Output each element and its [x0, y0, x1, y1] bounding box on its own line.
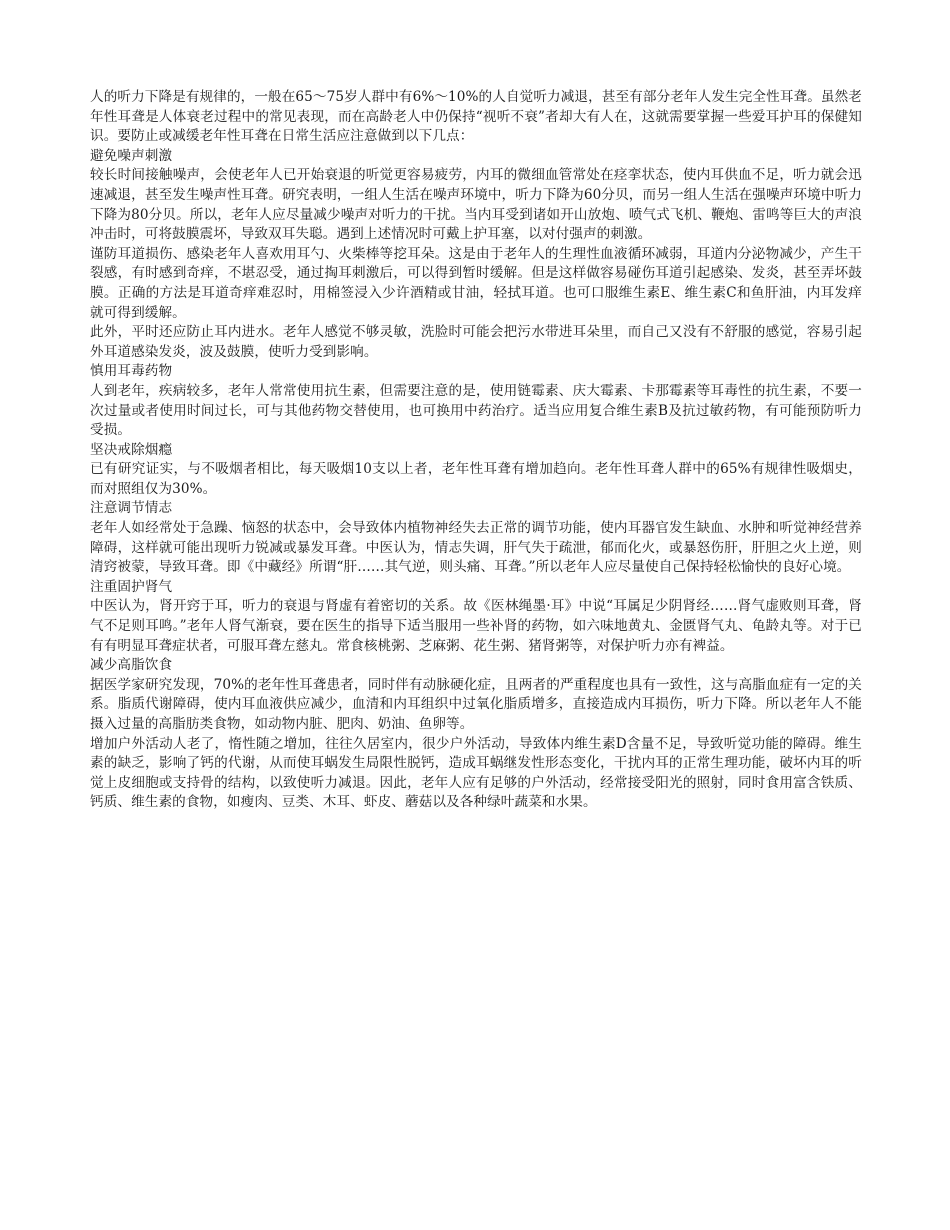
section-paragraph: 据医学家研究发现，70%的老年性耳聋患者，同时伴有动脉硬化症，且两者的严重程度也具有一致性，这与高脂血症有一定的关系。脂质代谢障碍，使内耳血液供应减少，血清和内耳组织中过氧化脂质增多，直接造成内耳损伤，听力下降。所以老年人不能摄入过量的高脂肪类食物，如动物内脏、肥肉、奶油、鱼卵等。 [90, 676, 862, 732]
section-paragraph: 谨防耳道损伤、感染老年人喜欢用耳勺、火柴棒等挖耳朵。这是由于老年人的生理性血液循环减弱，耳道内分泌物减少，产生干裂感，有时感到奇痒，不堪忍受，通过掏耳刺激后，可以得到暂时缓解。但是这样做容易碰伤耳道引起感染、发炎，甚至弄坏鼓膜。正确的方法是耳道奇痒难忍时，用棉签浸入少许酒精或甘油，轻拭耳道。也可口服维生素E、维生素C和鱼肝油，内耳发痒就可得到缓解。 [90, 245, 862, 321]
section-paragraph: 人到老年，疾病较多，老年人常常使用抗生素，但需要注意的是，使用链霉素、庆大霉素、卡那霉素等耳毒性的抗生素，不要一次过量或者使用时间过长，可与其他药物交替使用，也可换用中药治疗。适当应用复合维生素B及抗过敏药物，有可能预防听力受损。 [90, 382, 862, 439]
section-heading: 避免噪声刺激 [90, 147, 173, 164]
section-heading: 坚决戒除烟瘾 [90, 441, 173, 458]
article-body [90, 88, 862, 813]
section-heading: 注意调节情志 [90, 500, 173, 517]
section-heading: 慎用耳毒药物 [90, 363, 173, 380]
section-smoking [90, 441, 862, 500]
intro-paragraph: 人的听力下降是有规律的，一般在65～75岁人群中有6%～10%的人自觉听力减退，甚至有部分老年人发生完全性耳聋。虽然老年性耳聋是人体衰老过程中的常见表现，而在高龄老人中仍保持“视听不衰”者却大有人在，这就需要掌握一些爱耳护耳的保健知识。要防止或减缓老年性耳聋在日常生活应注意做到以下几点： [90, 89, 862, 145]
section-paragraph: 老年人如经常处于急躁、恼怒的状态中，会导致体内植物神经失去正常的调节功能，使内耳器官发生缺血、水肿和听觉神经营养障碍，这样就可能出现听力锐减或暴发耳聋。中医认为，情志失调，肝气失于疏泄，郁而化火，或暴怒伤肝，肝胆之火上逆，则清窍被蒙，导致耳聋。即《中藏经》所谓“肝……其气逆，则头痛、耳聋。”所以老年人应尽量使自己保持轻松愉快的良好心境。 [90, 520, 862, 576]
section-drugs [90, 362, 862, 440]
section-emotion [90, 499, 862, 577]
section-kidney [90, 578, 862, 656]
section-paragraph: 中医认为，肾开窍于耳，听力的衰退与肾虚有着密切的关系。故《医林绳墨·耳》中说“耳属足少阴肾经……肾气虚败则耳聋，肾气不足则耳鸣。”老年人肾气渐衰，要在医生的指导下适当服用一些补肾的药物，如六味地黄丸、金匮肾气丸、龟龄丸等。对于已有有明显耳聋症状者，可服耳聋左慈丸。常食核桃粥、芝麻粥、花生粥、猪肾粥等，对保护听力亦有裨益。 [90, 598, 862, 654]
section-paragraph: 增加户外活动人老了，惰性随之增加，往往久居室内，很少户外活动，导致体内维生素D含量不足，导致听觉功能的障碍。维生素的缺乏，影响了钙的代谢，从而使耳蜗发生局限性脱钙，造成耳蜗继发性形态变化，干扰内耳的正常生理功能，破坏内耳的听觉上皮细胞或支持骨的结构，以致使听力减退。因此，老年人应有足够的户外活动，经常接受阳光的照射，同时食用富含铁质、钙质、维生素的食物，如瘦肉、豆类、木耳、虾皮、蘑菇以及各种绿叶蔬菜和水果。 [90, 735, 862, 811]
section-noise [90, 147, 862, 363]
section-heading: 减少高脂饮食 [90, 657, 173, 674]
section-diet [90, 656, 862, 813]
section-paragraph: 较长时间接触噪声，会使老年人已开始衰退的听觉更容易疲劳，内耳的微细血管常处在痉挛状态，使内耳供血不足，听力就会迅速减退，甚至发生噪声性耳聋。研究表明，一组人生活在噪声环境中，听力下降为60分贝，而另一组人生活在强噪声环境中听力下降为80分贝。所以，老年人应尽量减少噪声对听力的干扰。当内耳受到诸如开山放炮、喷气式飞机、鞭炮、雷鸣等巨大的声浪冲击时，可将鼓膜震坏，导致双耳失聪。遇到上述情况时可戴上护耳塞，以对付强声的刺激。 [90, 167, 862, 243]
section-heading: 注重固护肾气 [90, 578, 173, 595]
section-paragraph: 已有研究证实，与不吸烟者相比，每天吸烟10支以上者，老年性耳聋有增加趋向。老年性耳聋人群中的65%有规律性吸烟史，而对照组仅为30%。 [90, 461, 862, 497]
section-paragraph: 此外，平时还应防止耳内进水。老年人感觉不够灵敏，洗脸时可能会把污水带进耳朵里，而自己又没有不舒服的感觉，容易引起外耳道感染发炎，波及鼓膜，使听力受到影响。 [90, 324, 862, 360]
